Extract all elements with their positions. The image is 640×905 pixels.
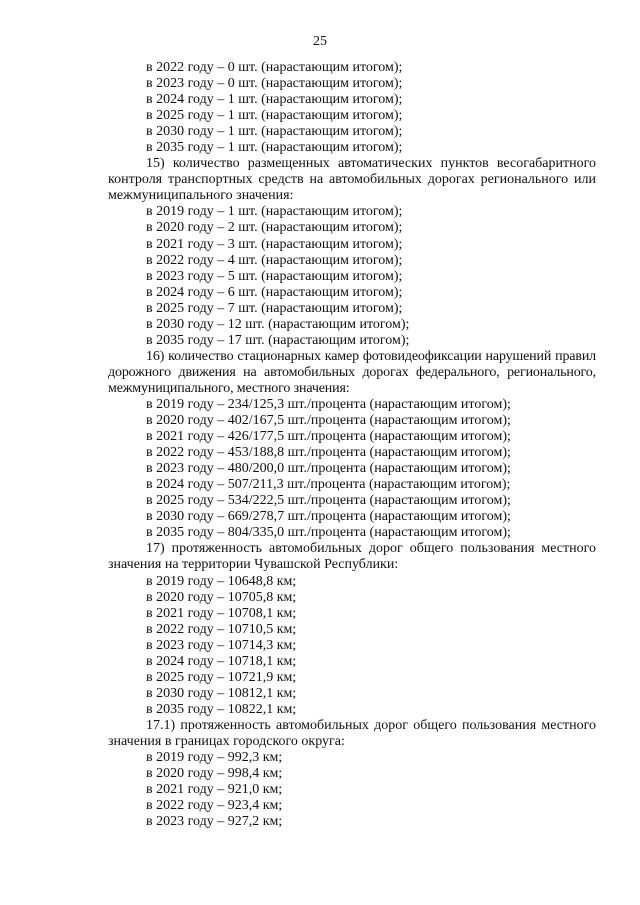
- list-item: в 2024 году – 507/211,3 шт./процента (нарастающим итогом);: [146, 477, 511, 493]
- list-item: в 2020 году – 2 шт. (нарастающим итогом);: [146, 220, 403, 236]
- page-number: 25: [313, 34, 327, 49]
- list-item: в 2019 году – 234/125,3 шт./процента (нарастающим итогом);: [146, 396, 511, 412]
- list-item: в 2022 году – 453/188,8 шт./процента (нарастающим итогом);: [146, 445, 511, 461]
- list-item: в 2022 году – 10710,5 км;: [146, 621, 297, 637]
- list-item: в 2022 году – 0 шт. (нарастающим итогом);: [146, 60, 403, 75]
- list-item: в 2019 году – 1 шт. (нарастающим итогом);: [146, 204, 403, 220]
- list-item: в 2023 году – 480/200,0 шт./процента (нарастающим итогом);: [146, 461, 511, 477]
- list-item: в 2022 году – 4 шт. (нарастающим итогом);: [146, 252, 403, 268]
- list-item: в 2024 году – 6 шт. (нарастающим итогом);: [146, 284, 403, 300]
- list-item: в 2035 году – 804/335,0 шт./процента (нарастающим итогом);: [146, 525, 511, 541]
- list-item: в 2024 году – 1 шт. (нарастающим итогом);: [146, 92, 403, 108]
- paragraph-item-17: 17) протяженность автомобильных дорог общего пользования местного значения на территории Чувашской Республики:: [108, 541, 596, 573]
- list-item: в 2023 году – 927,2 км;: [146, 814, 283, 830]
- list-item: в 2019 году – 992,3 км;: [146, 750, 283, 766]
- list-item: в 2030 году – 669/278,7 шт./процента (нарастающим итогом);: [146, 509, 511, 525]
- list-item: в 2024 году – 10718,1 км;: [146, 653, 297, 669]
- list-item: в 2025 году – 534/222,5 шт./процента (нарастающим итогом);: [146, 493, 511, 509]
- list-item: в 2021 году – 10708,1 км;: [146, 605, 297, 621]
- list-item: в 2025 году – 10721,9 км;: [146, 669, 297, 685]
- list-item: в 2020 году – 998,4 км;: [146, 766, 283, 782]
- list-item: в 2025 году – 1 шт. (нарастающим итогом);: [146, 108, 403, 124]
- document-body: [108, 60, 596, 830]
- list-item: в 2035 году – 17 шт. (нарастающим итогом);: [146, 332, 410, 348]
- list-item: в 2023 году – 10714,3 км;: [146, 637, 297, 653]
- list-item: в 2025 году – 7 шт. (нарастающим итогом);: [146, 300, 403, 316]
- list-item: в 2030 году – 12 шт. (нарастающим итогом);: [146, 316, 410, 332]
- paragraph-item-17-1: 17.1) протяженность автомобильных дорог общего пользования местного значения в границах городского округа:: [108, 717, 596, 749]
- list-item: в 2030 году – 10812,1 км;: [146, 685, 297, 701]
- list-item: в 2022 году – 923,4 км;: [146, 798, 283, 814]
- list-item: в 2019 году – 10648,8 км;: [146, 573, 297, 589]
- paragraph-item-16: 16) количество стационарных камер фотовидеофиксации нарушений правил дорожного движения на автомобильных дорогах федерального, регионального, межмуниципального, местного значения:: [108, 348, 596, 396]
- paragraph-item-15: 15) количество размещенных автоматических пунктов весогабаритного контроля транспортных средств на автомобильных дорогах регионального или межмуниципального значения:: [108, 156, 596, 204]
- list-item: в 2023 году – 5 шт. (нарастающим итогом);: [146, 268, 403, 284]
- list-item: в 2023 году – 0 шт. (нарастающим итогом);: [146, 76, 403, 92]
- list-item: в 2021 году – 3 шт. (нарастающим итогом);: [146, 236, 403, 252]
- list-item: в 2021 году – 921,0 км;: [146, 782, 283, 798]
- list-item: в 2035 году – 1 шт. (нарастающим итогом);: [146, 140, 403, 156]
- list-item: в 2021 году – 426/177,5 шт./процента (нарастающим итогом);: [146, 429, 511, 445]
- list-item: в 2020 году – 10705,8 км;: [146, 589, 297, 605]
- list-item: в 2020 году – 402/167,5 шт./процента (нарастающим итогом);: [146, 413, 511, 429]
- list-item: в 2030 году – 1 шт. (нарастающим итогом);: [146, 124, 403, 140]
- list-item: в 2035 году – 10822,1 км;: [146, 701, 297, 717]
